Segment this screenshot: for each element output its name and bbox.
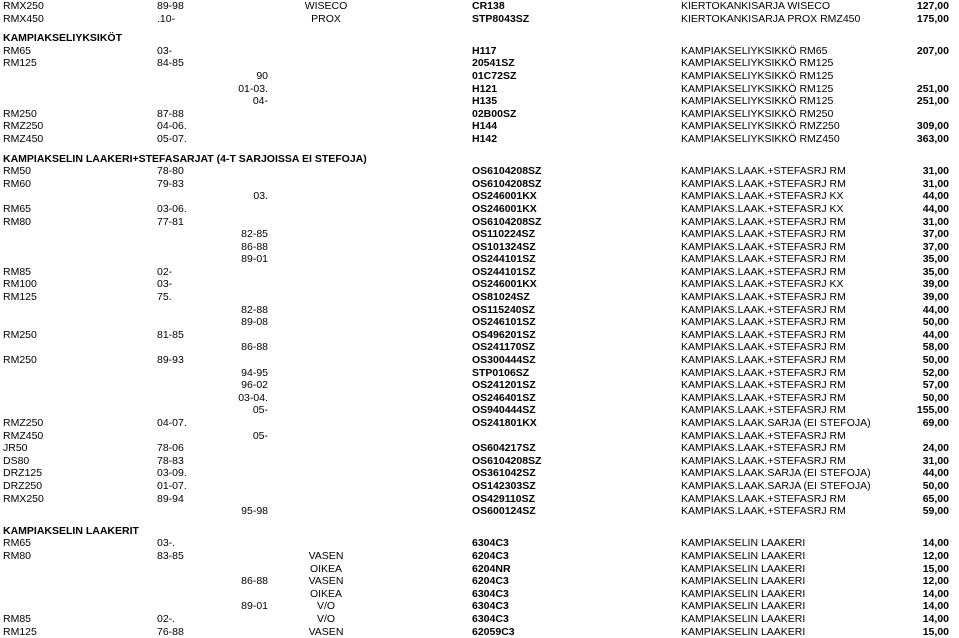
table-row (0, 266, 959, 279)
table-row (0, 108, 959, 121)
table-row (0, 404, 959, 417)
description-cell: KAMPIAKSELIYKSIKKÖ RMZ450 (681, 133, 840, 146)
price-cell: 155,00 (917, 404, 949, 417)
year-cell: 94-95 (241, 367, 268, 380)
price-cell: 50,00 (923, 316, 949, 329)
description-cell: KAMPIAKSELIN LAAKERI (681, 537, 805, 550)
table-row (0, 575, 959, 588)
year-cell: 86-88 (241, 241, 268, 254)
part-code-cell: OS604217SZ (472, 442, 536, 455)
part-code-cell: OS361042SZ (472, 467, 536, 480)
part-code-cell: OS6104208SZ (472, 178, 541, 191)
year-cell: 96-02 (241, 379, 268, 392)
year-cell: 79-83 (157, 178, 184, 191)
year-cell: 03-04. (238, 392, 268, 405)
table-row (0, 626, 959, 638)
table-row (0, 133, 959, 146)
description-cell: KAMPIAKSELIYKSIKKÖ RMZ250 (681, 120, 840, 133)
price-cell: 39,00 (923, 278, 949, 291)
model-cell: RM60 (3, 178, 31, 191)
part-code-cell: OS496201SZ (472, 329, 536, 342)
model-cell: RM65 (3, 45, 31, 58)
part-code-cell: 62059C3 (472, 626, 515, 638)
model-cell: RM100 (3, 278, 37, 291)
section-heading (0, 525, 959, 538)
description-cell: KAMPIAKSELIN LAAKERI (681, 600, 805, 613)
table-row (0, 241, 959, 254)
price-cell: 14,00 (923, 613, 949, 626)
year-cell: 90 (256, 70, 268, 83)
side-cell: OIKEA (286, 563, 366, 576)
part-code-cell: H117 (472, 45, 497, 58)
table-row (0, 216, 959, 229)
part-code-cell: OS429110SZ (472, 493, 535, 506)
model-cell: RMX250 (3, 493, 44, 506)
description-cell: KAMPIAKS.LAAK.+STEFASRJ RM (681, 404, 846, 417)
section-spacer (0, 146, 959, 153)
year-cell: 83-85 (157, 550, 184, 563)
model-cell: RM65 (3, 203, 31, 216)
table-row (0, 45, 959, 58)
part-code-cell: 20541SZ (472, 57, 515, 70)
table-row (0, 70, 959, 83)
part-code-cell: OS246001KX (472, 278, 537, 291)
description-cell: KAMPIAKS.LAAK.+STEFASRJ RM (681, 505, 846, 518)
price-cell: 175,00 (917, 13, 949, 26)
price-cell: 59,00 (923, 505, 949, 518)
model-cell: JR50 (3, 442, 28, 455)
price-cell: 52,00 (923, 367, 949, 380)
side-cell: PROX (286, 13, 366, 26)
side-cell: VASEN (286, 575, 366, 588)
year-cell: 89-01 (241, 600, 268, 613)
year-cell: 89-01 (241, 253, 268, 266)
table-row (0, 367, 959, 380)
part-code-cell: CR138 (472, 0, 505, 13)
model-cell: RMZ450 (3, 430, 43, 443)
section-title: KAMPIAKSELIYKSIKÖT (3, 32, 122, 45)
section-title: KAMPIAKSELIN LAAKERIT (3, 525, 139, 538)
description-cell: KAMPIAKSELIYKSIKKÖ RM125 (681, 70, 833, 83)
description-cell: KAMPIAKS.LAAK.+STEFASRJ RM (681, 354, 846, 367)
part-code-cell: OS110224SZ (472, 228, 535, 241)
description-cell: KAMPIAKS.LAAK.+STEFASRJ RM (681, 442, 846, 455)
price-cell: 12,00 (923, 550, 949, 563)
part-code-cell: OS244101SZ (472, 266, 536, 279)
year-cell: 84-85 (157, 57, 184, 70)
part-code-cell: 6204C3 (472, 575, 509, 588)
part-code-cell: STP0106SZ (472, 367, 529, 380)
price-cell: 37,00 (923, 241, 949, 254)
year-cell: 78-80 (157, 165, 184, 178)
part-code-cell: H144 (472, 120, 497, 133)
section-spacer (0, 518, 959, 525)
description-cell: KAMPIAKS.LAAK.+STEFASRJ RM (681, 241, 846, 254)
table-row (0, 329, 959, 342)
description-cell: KAMPIAKSELIN LAAKERI (681, 550, 805, 563)
table-row (0, 83, 959, 96)
year-cell: 89-94 (157, 493, 184, 506)
price-cell: 31,00 (923, 178, 949, 191)
part-code-cell: OS246001KX (472, 190, 537, 203)
table-row (0, 550, 959, 563)
year-cell: 05- (253, 430, 268, 443)
model-cell: RM250 (3, 354, 37, 367)
table-row (0, 467, 959, 480)
price-cell: 57,00 (923, 379, 949, 392)
description-cell: KAMPIAKS.LAAK.+STEFASRJ RM (681, 266, 846, 279)
description-cell: KAMPIAKSELIYKSIKKÖ RM125 (681, 83, 833, 96)
year-cell: 75. (157, 291, 172, 304)
description-cell: KIERTOKANKISARJA PROX RMZ450 (681, 13, 860, 26)
side-cell: OIKEA (286, 588, 366, 601)
model-cell: DRZ125 (3, 467, 42, 480)
table-row (0, 0, 959, 13)
description-cell: KAMPIAKS.LAAK.+STEFASRJ RM (681, 291, 846, 304)
table-row (0, 13, 959, 26)
year-cell: 89-98 (157, 0, 184, 13)
price-cell: 14,00 (923, 600, 949, 613)
part-code-cell: OS246101SZ (472, 316, 536, 329)
price-cell: 35,00 (923, 253, 949, 266)
year-cell: 82-85 (241, 228, 268, 241)
table-row (0, 480, 959, 493)
year-cell: 04-07. (157, 417, 187, 430)
part-code-cell: 6304C3 (472, 600, 509, 613)
table-row (0, 392, 959, 405)
description-cell: KAMPIAKS.LAAK.+STEFASRJ RM (681, 493, 846, 506)
table-row (0, 95, 959, 108)
description-cell: KAMPIAKS.LAAK.SARJA (EI STEFOJA) (681, 467, 871, 480)
description-cell: KAMPIAKS.LAAK.+STEFASRJ RM (681, 178, 846, 191)
model-cell: RMZ450 (3, 133, 43, 146)
table-row (0, 341, 959, 354)
part-code-cell: 6304C3 (472, 588, 509, 601)
model-cell: RM125 (3, 626, 37, 638)
model-cell: DRZ250 (3, 480, 42, 493)
model-cell: RM65 (3, 537, 31, 550)
description-cell: KAMPIAKSELIN LAAKERI (681, 588, 805, 601)
price-cell: 251,00 (917, 83, 949, 96)
price-cell: 37,00 (923, 228, 949, 241)
table-row (0, 253, 959, 266)
price-cell: 50,00 (923, 392, 949, 405)
part-code-cell: OS244101SZ (472, 253, 536, 266)
model-cell: RMZ250 (3, 417, 43, 430)
year-cell: 78-06 (157, 442, 184, 455)
description-cell: KAMPIAKS.LAAK.+STEFASRJ RM (681, 165, 846, 178)
table-row (0, 304, 959, 317)
table-row (0, 291, 959, 304)
price-cell: 44,00 (923, 203, 949, 216)
model-cell: RM80 (3, 550, 31, 563)
year-cell: 03-06. (157, 203, 187, 216)
part-code-cell: 01C72SZ (472, 70, 516, 83)
part-code-cell: STP8043SZ (472, 13, 529, 26)
price-cell: 69,00 (923, 417, 949, 430)
table-row (0, 190, 959, 203)
table-row (0, 505, 959, 518)
part-code-cell: OS101324SZ (472, 241, 536, 254)
description-cell: KAMPIAKS.LAAK.+STEFASRJ RM (681, 316, 846, 329)
price-cell: 44,00 (923, 467, 949, 480)
price-cell: 31,00 (923, 165, 949, 178)
description-cell: KAMPIAKSELIN LAAKERI (681, 613, 805, 626)
price-cell: 44,00 (923, 329, 949, 342)
part-code-cell: 6304C3 (472, 537, 509, 550)
description-cell: KAMPIAKS.LAAK.+STEFASRJ RM (681, 392, 846, 405)
year-cell: 86-88 (241, 341, 268, 354)
table-row (0, 563, 959, 576)
side-cell: V/O (286, 613, 366, 626)
description-cell: KAMPIAKS.LAAK.+STEFASRJ RM (681, 216, 846, 229)
side-cell: VASEN (286, 626, 366, 638)
year-cell: 82-88 (241, 304, 268, 317)
description-cell: KAMPIAKSELIYKSIKKÖ RM250 (681, 108, 833, 121)
table-row (0, 316, 959, 329)
part-code-cell: OS6104208SZ (472, 216, 541, 229)
part-code-cell: OS246401SZ (472, 392, 536, 405)
year-cell: 01-03. (238, 83, 268, 96)
price-cell: 58,00 (923, 341, 949, 354)
year-cell: 78-83 (157, 455, 184, 468)
table-row (0, 588, 959, 601)
year-cell: 05- (253, 404, 268, 417)
price-cell: 35,00 (923, 266, 949, 279)
description-cell: KAMPIAKS.LAAK.+STEFASRJ RM (681, 341, 846, 354)
price-cell: 207,00 (917, 45, 949, 58)
section-title: KAMPIAKSELIN LAAKERI+STEFASARJAT (4-T SARJOISSA EI STEFOJA) (3, 153, 367, 166)
table-row (0, 178, 959, 191)
year-cell: 89-93 (157, 354, 184, 367)
description-cell: KAMPIAKS.LAAK.+STEFASRJ RM (681, 253, 846, 266)
part-code-cell: H142 (472, 133, 497, 146)
table-row (0, 354, 959, 367)
table-row (0, 203, 959, 216)
year-cell: 02-. (157, 613, 175, 626)
part-code-cell: OS6104208SZ (472, 165, 541, 178)
description-cell: KAMPIAKSELIYKSIKKÖ RM125 (681, 57, 833, 70)
description-cell: KAMPIAKS.LAAK.+STEFASRJ RM (681, 329, 846, 342)
table-row (0, 537, 959, 550)
model-cell: RMX250 (3, 0, 44, 13)
price-cell: 309,00 (917, 120, 949, 133)
description-cell: KAMPIAKSELIN LAAKERI (681, 563, 805, 576)
part-code-cell: OS6104208SZ (472, 455, 541, 468)
model-cell: RM85 (3, 613, 31, 626)
year-cell: 81-85 (157, 329, 184, 342)
side-cell: VASEN (286, 550, 366, 563)
year-cell: 02- (157, 266, 172, 279)
table-row (0, 442, 959, 455)
table-row (0, 600, 959, 613)
table-row (0, 455, 959, 468)
table-row (0, 165, 959, 178)
side-cell: WISECO (286, 0, 366, 13)
year-cell: 86-88 (241, 575, 268, 588)
description-cell: KAMPIAKS.LAAK.+STEFASRJ RM (681, 228, 846, 241)
description-cell: KAMPIAKS.LAAK.SARJA (EI STEFOJA) (681, 417, 871, 430)
table-row (0, 228, 959, 241)
model-cell: RM250 (3, 108, 37, 121)
description-cell: KAMPIAKS.LAAK.SARJA (EI STEFOJA) (681, 480, 871, 493)
description-cell: KAMPIAKSELIYKSIKKÖ RM65 (681, 45, 827, 58)
description-cell: KAMPIAKS.LAAK.+STEFASRJ RM (681, 455, 846, 468)
model-cell: RMZ250 (3, 120, 43, 133)
part-code-cell: 02B00SZ (472, 108, 516, 121)
section-spacer (0, 25, 959, 32)
part-code-cell: OS246001KX (472, 203, 537, 216)
price-cell: 251,00 (917, 95, 949, 108)
table-row (0, 379, 959, 392)
section-heading (0, 153, 959, 166)
model-cell: RM125 (3, 57, 37, 70)
price-cell: 31,00 (923, 455, 949, 468)
year-cell: 01-07. (157, 480, 187, 493)
description-cell: KAMPIAKS.LAAK.+STEFASRJ RM (681, 367, 846, 380)
model-cell: RM80 (3, 216, 31, 229)
model-cell: RM50 (3, 165, 31, 178)
description-cell: KIERTOKANKISARJA WISECO (681, 0, 830, 13)
table-row (0, 278, 959, 291)
model-cell: DS80 (3, 455, 29, 468)
part-code-cell: OS241201SZ (472, 379, 536, 392)
price-cell: 44,00 (923, 190, 949, 203)
price-cell: 50,00 (923, 480, 949, 493)
price-cell: 65,00 (923, 493, 949, 506)
description-cell: KAMPIAKS.LAAK.+STEFASRJ KX (681, 203, 844, 216)
year-cell: 03- (157, 278, 172, 291)
description-cell: KAMPIAKSELIN LAAKERI (681, 575, 805, 588)
year-cell: 05-07. (157, 133, 187, 146)
model-cell: RM250 (3, 329, 37, 342)
part-code-cell: H135 (472, 95, 497, 108)
model-cell: RMX450 (3, 13, 44, 26)
year-cell: 03-09. (157, 467, 187, 480)
price-cell: 31,00 (923, 216, 949, 229)
year-cell: 03. (253, 190, 268, 203)
price-cell: 363,00 (917, 133, 949, 146)
description-cell: KAMPIAKS.LAAK.+STEFASRJ RM (681, 304, 846, 317)
table-row (0, 120, 959, 133)
price-cell: 14,00 (923, 588, 949, 601)
price-cell: 127,00 (917, 0, 949, 13)
year-cell: 76-88 (157, 626, 184, 638)
price-cell: 44,00 (923, 304, 949, 317)
part-code-cell: H121 (472, 83, 497, 96)
price-cell: 15,00 (923, 563, 949, 576)
table-row (0, 430, 959, 443)
part-code-cell: OS115240SZ (472, 304, 535, 317)
year-cell: 04-06. (157, 120, 187, 133)
model-cell: RM85 (3, 266, 31, 279)
description-cell: KAMPIAKSELIYKSIKKÖ RM125 (681, 95, 833, 108)
model-cell: RM125 (3, 291, 37, 304)
price-cell: 24,00 (923, 442, 949, 455)
year-cell: 95-98 (241, 505, 268, 518)
table-row (0, 57, 959, 70)
year-cell: 87-88 (157, 108, 184, 121)
year-cell: 03-. (157, 537, 175, 550)
year-cell: 77-81 (157, 216, 184, 229)
year-cell: .10- (157, 13, 175, 26)
part-code-cell: OS81024SZ (472, 291, 530, 304)
description-cell: KAMPIAKS.LAAK.+STEFASRJ RM (681, 430, 846, 443)
description-cell: KAMPIAKSELIN LAAKERI (681, 626, 805, 638)
part-code-cell: 6304C3 (472, 613, 509, 626)
year-cell: 04- (253, 95, 268, 108)
description-cell: KAMPIAKS.LAAK.+STEFASRJ KX (681, 190, 844, 203)
price-cell: 14,00 (923, 537, 949, 550)
price-cell: 15,00 (923, 626, 949, 638)
side-cell: V/O (286, 600, 366, 613)
price-cell: 50,00 (923, 354, 949, 367)
part-code-cell: 6204NR (472, 563, 511, 576)
year-cell: 03- (157, 45, 172, 58)
description-cell: KAMPIAKS.LAAK.+STEFASRJ KX (681, 278, 844, 291)
part-code-cell: OS300444SZ (472, 354, 536, 367)
description-cell: KAMPIAKS.LAAK.+STEFASRJ RM (681, 379, 846, 392)
part-code-cell: 6204C3 (472, 550, 509, 563)
part-code-cell: OS940444SZ (472, 404, 536, 417)
part-code-cell: OS600124SZ (472, 505, 536, 518)
table-row (0, 493, 959, 506)
price-cell: 12,00 (923, 575, 949, 588)
part-code-cell: OS241170SZ (472, 341, 535, 354)
price-cell: 39,00 (923, 291, 949, 304)
table-row (0, 417, 959, 430)
year-cell: 89-08 (241, 316, 268, 329)
part-code-cell: OS241801KX (472, 417, 537, 430)
section-heading (0, 32, 959, 45)
part-code-cell: OS142303SZ (472, 480, 536, 493)
